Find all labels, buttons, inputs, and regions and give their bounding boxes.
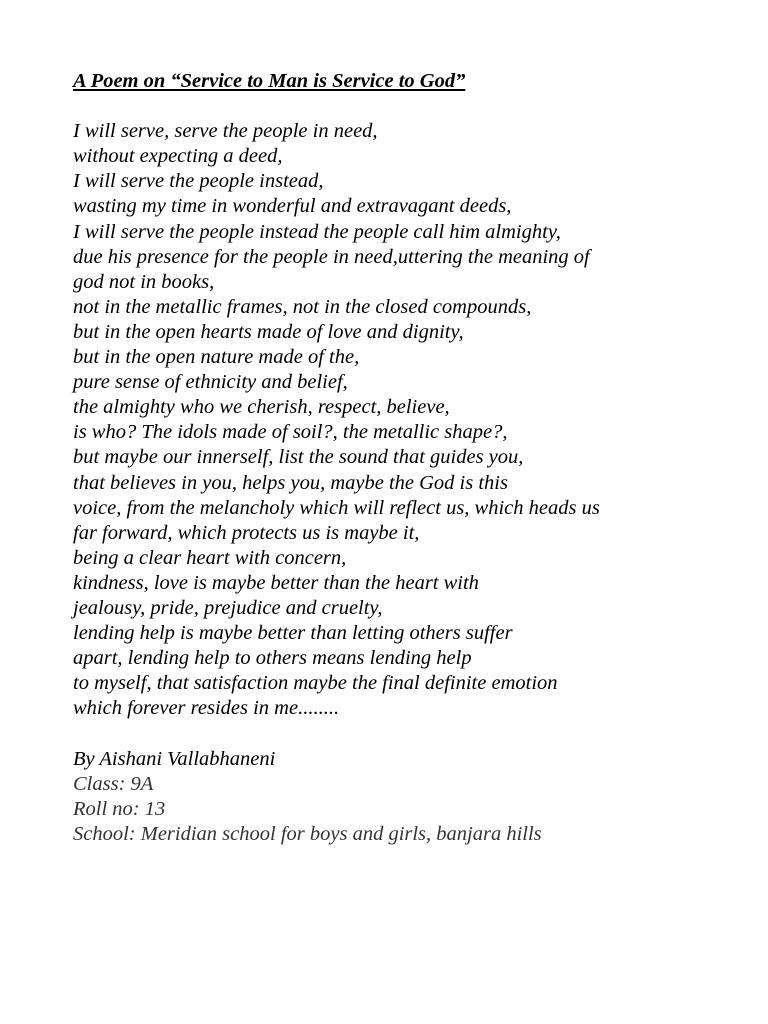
poem-line: is who? The idols made of soil?, the metallic shape?, — [73, 421, 508, 444]
class-info: Class: 9A — [73, 772, 154, 795]
roll-number: Roll no: 13 — [73, 797, 166, 820]
poem-line: wasting my time in wonderful and extravagant deeds, — [73, 195, 512, 218]
spacer — [73, 721, 753, 746]
poem-line: which forever resides in me........ — [73, 697, 340, 720]
poem-line: god not in books, — [73, 270, 215, 293]
spacer — [73, 94, 753, 119]
poem-line: apart, lending help to others means lending help — [73, 647, 472, 670]
poem-line: but in the open nature made of the, — [73, 346, 360, 369]
poem-line: pure sense of ethnicity and belief, — [73, 371, 348, 394]
poem-line: jealousy, pride, prejudice and cruelty, — [73, 596, 383, 619]
poem-line: far forward, which protects us is maybe it, — [73, 521, 420, 544]
poem-line: without expecting a deed, — [73, 145, 283, 168]
author-name: By Aishani Vallabhaneni — [73, 747, 276, 770]
poem-line: lending help is maybe better than letting others suffer — [73, 622, 513, 645]
poem-line: not in the metallic frames, not in the closed compounds, — [73, 295, 532, 318]
poem-line: I will serve, serve the people in need, — [73, 120, 378, 143]
poem-line: kindness, love is maybe better than the heart with — [73, 571, 479, 594]
signature-block — [73, 747, 753, 847]
poem-line: the almighty who we cherish, respect, believe, — [73, 396, 450, 419]
poem-title: A Poem on “Service to Man is Service to God” — [73, 70, 466, 92]
poem-line: being a clear heart with concern, — [73, 546, 347, 569]
poem-line: but in the open hearts made of love and dignity, — [73, 320, 464, 343]
poem-line: to myself, that satisfaction maybe the final definite emotion — [73, 672, 558, 695]
school-name: School: Meridian school for boys and girls, banjara hills — [73, 822, 542, 845]
poem-line: that believes in you, helps you, maybe the God is this — [73, 471, 508, 494]
poem-line: due his presence for the people in need,uttering the meaning of — [73, 245, 590, 268]
poem-body — [73, 119, 753, 721]
document-body — [73, 69, 753, 847]
poem-line: but maybe our innerself, list the sound that guides you, — [73, 446, 524, 469]
poem-line: I will serve the people instead the people call him almighty, — [73, 220, 561, 243]
poem-line: voice, from the melancholy which will reflect us, which heads us — [73, 496, 600, 519]
poem-line: I will serve the people instead, — [73, 170, 324, 193]
